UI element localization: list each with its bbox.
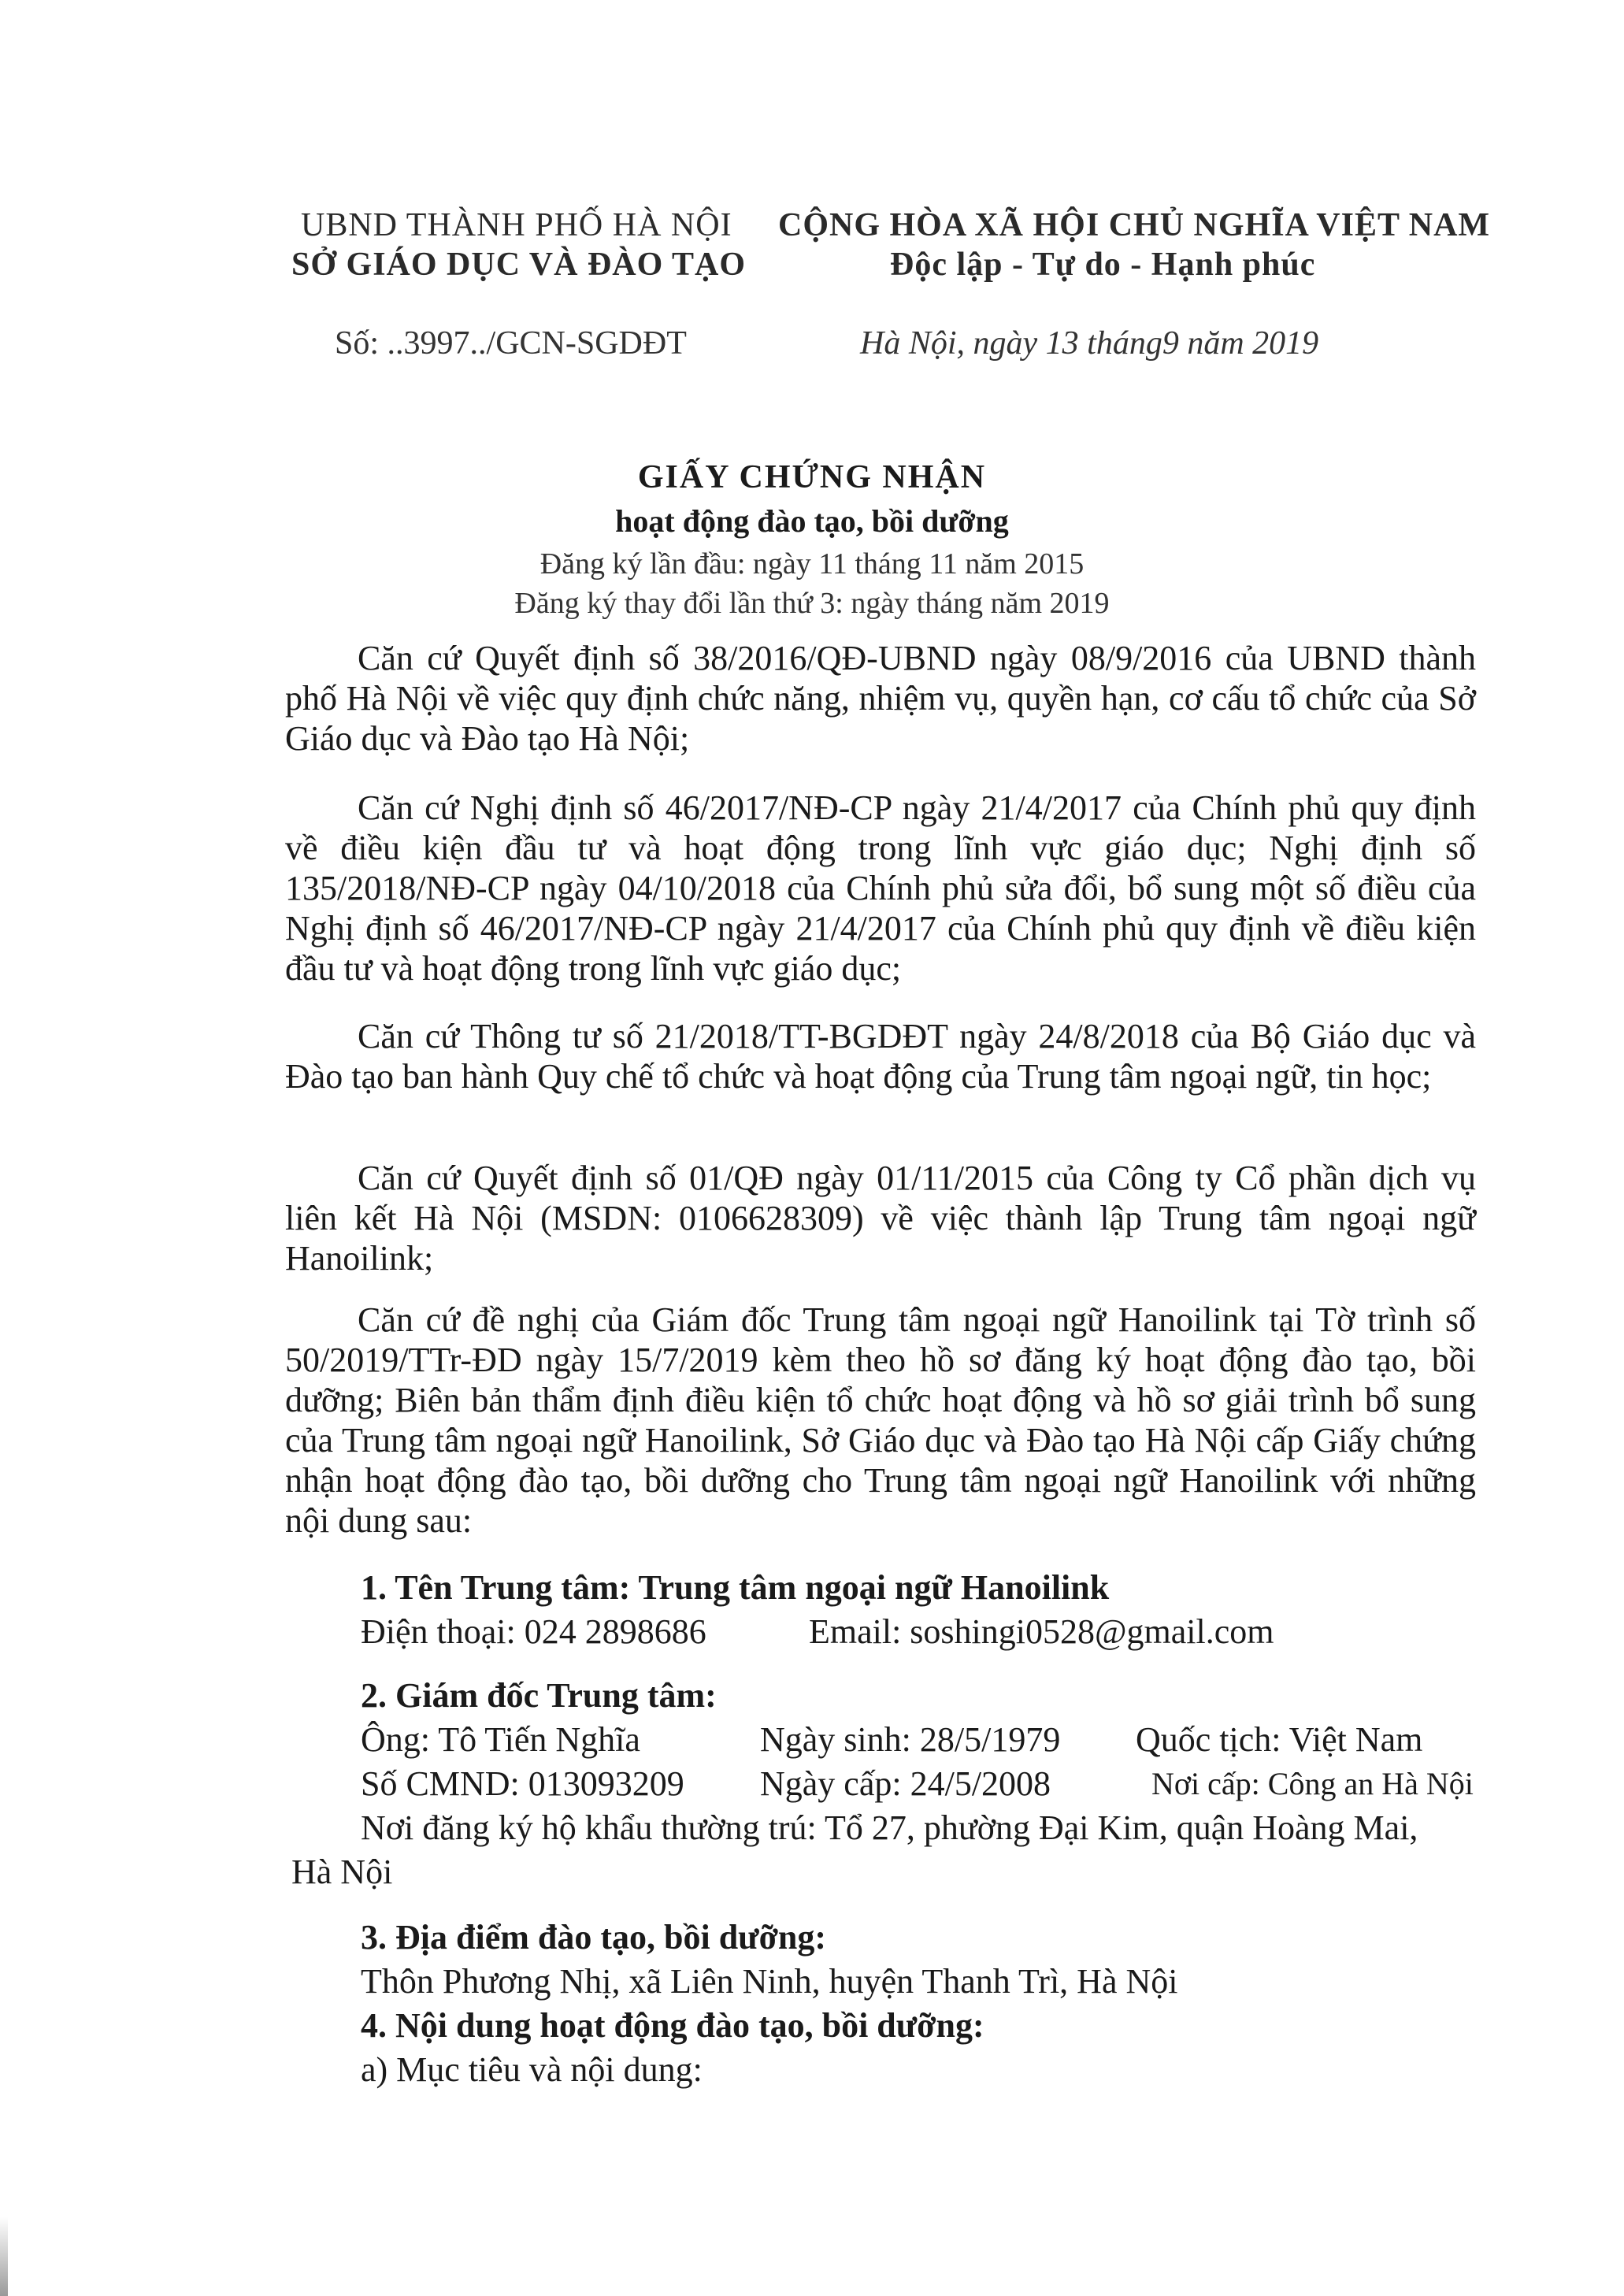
basis-paragraph-3: Căn cứ Thông tư số 21/2018/TT-BGDĐT ngày 24/8/2018 của Bộ Giáo dục và Đào tạo ban hành Quy chế tổ chức và hoạt động của Trung tâm ngoại ngữ, tin học; xyxy=(285,1017,1476,1096)
basis-paragraph-1: Căn cứ Quyết định số 38/2016/QĐ-UBND ngày 08/9/2016 của UBND thành phố Hà Nội về việc quy định chức năng, nhiệm vụ, quyền hạn, cơ cấu tổ chức của Sở Giáo dục và Đào tạo Hà Nội; xyxy=(285,639,1476,758)
section-1-heading: 1. Tên Trung tâm: Trung tâm ngoại ngữ Hanoilink xyxy=(361,1568,1110,1607)
issuer-authority: UBND THÀNH PHỐ HÀ NỘI xyxy=(301,207,732,243)
director-nationality: Quốc tịch: Việt Nam xyxy=(1136,1720,1423,1759)
director-name: Ông: Tô Tiến Nghĩa xyxy=(361,1720,640,1759)
residence-line-1: Nơi đăng ký hộ khẩu thường trú: Tổ 27, phường Đại Kim, quận Hoàng Mai, xyxy=(361,1808,1418,1847)
first-registration: Đăng ký lần đầu: ngày 11 tháng 11 năm 2015 xyxy=(539,547,1085,580)
director-dob: Ngày sinh: 28/5/1979 xyxy=(760,1720,1061,1759)
training-address: Thôn Phương Nhị, xã Liên Ninh, huyện Thanh Trì, Hà Nội xyxy=(361,1962,1178,2001)
basis-paragraph-4: Căn cứ Quyết định số 01/QĐ ngày 01/11/2015 của Công ty Cổ phần dịch vụ liên kết Hà Nội (MSDN: 0106628309) về việc thành lập Trung tâm ngoại ngữ Hanoilink; xyxy=(285,1159,1476,1278)
change-registration: Đăng ký thay đổi lần thứ 3: ngày tháng năm 2019 xyxy=(514,587,1110,620)
section-4-heading: 4. Nội dung hoạt động đào tạo, bồi dưỡng: xyxy=(361,2006,984,2045)
section-3-heading: 3. Địa điểm đào tạo, bồi dưỡng: xyxy=(361,1918,827,1957)
basis-paragraph-2: Căn cứ Nghị định số 46/2017/NĐ-CP ngày 21/4/2017 của Chính phủ quy định về điều kiện đầu tư và hoạt động trong lĩnh vực giáo dục; Nghị định số 135/2018/NĐ-CP ngày 04/10/2018 của Chính phủ sửa đổi, bổ sung một số điều của Nghị định số 46/2017/NĐ-CP ngày 21/4/2017 của Chính phủ quy định về điều kiện đầu tư và hoạt động trong lĩnh vực giáo dục; xyxy=(285,788,1476,988)
basis-paragraph-5: Căn cứ đề nghị của Giám đốc Trung tâm ngoại ngữ Hanoilink tại Tờ trình số 50/2019/TTr-ĐD ngày 15/7/2019 kèm theo hồ sơ đăng ký hoạt động đào tạo, bồi dưỡng; Biên bản thẩm định điều kiện tổ chức hoạt động và hồ sơ giải trình bổ sung của Trung tâm ngoại ngữ Hanoilink, Sở Giáo dục và Đào tạo Hà Nội cấp Giấy chứng nhận hoạt động đào tạo, bồi dưỡng cho Trung tâm ngoại ngữ Hanoilink với những nội dung sau: xyxy=(285,1300,1476,1540)
residence-line-2: Hà Nội xyxy=(291,1853,393,1891)
certificate-title: GIẤY CHỨNG NHẬN xyxy=(637,459,987,495)
section-2-heading: 2. Giám đốc Trung tâm: xyxy=(361,1676,717,1715)
director-id-number: Số CMND: 013093209 xyxy=(361,1764,684,1803)
center-email: Email: soshingi0528@gmail.com xyxy=(809,1612,1274,1651)
national-motto: Độc lập - Tự do - Hạnh phúc xyxy=(890,247,1316,283)
scan-edge-shadow xyxy=(0,2217,8,2296)
center-phone: Điện thoại: 024 2898686 xyxy=(361,1612,706,1651)
section-4a-label: a) Mục tiêu và nội dung: xyxy=(361,2050,703,2089)
certificate-subtitle: hoạt động đào tạo, bồi dưỡng xyxy=(615,503,1009,539)
id-issue-date: Ngày cấp: 24/5/2008 xyxy=(760,1764,1051,1803)
place-date: Hà Nội, ngày 13 tháng9 năm 2019 xyxy=(860,325,1319,362)
national-title: CỘNG HÒA XÃ HỘI CHỦ NGHĨA VIỆT NAM xyxy=(778,207,1491,243)
document-number: Số: ..3997../GCN-SGDĐT xyxy=(335,325,687,362)
issuer-department: SỞ GIÁO DỤC VÀ ĐÀO TẠO xyxy=(291,247,747,283)
id-issue-place: Nơi cấp: Công an Hà Nội xyxy=(1151,1766,1474,1801)
